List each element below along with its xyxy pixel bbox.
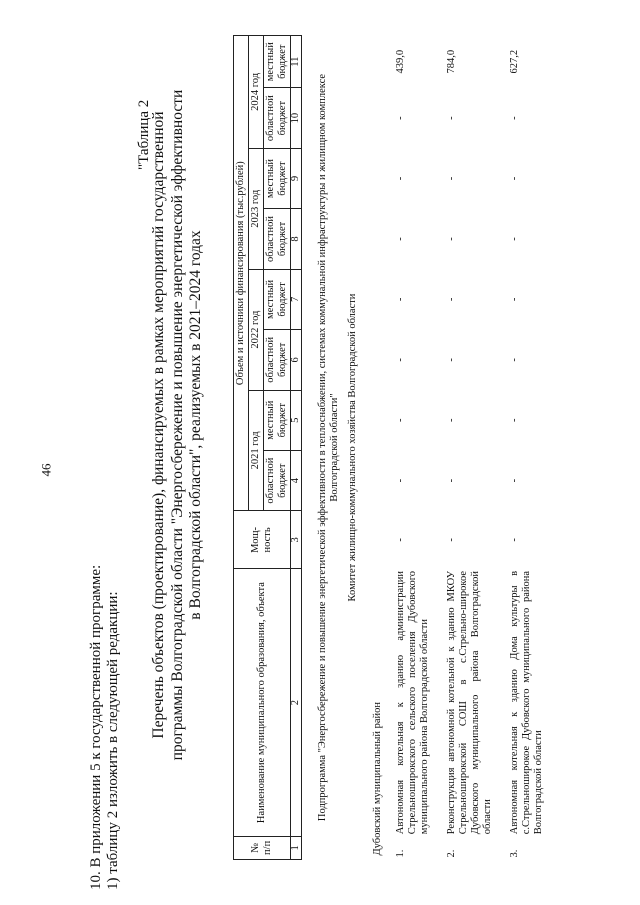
heading-line-1: Перечень объектов (проектирование), финансируемых в рамках мероприятий государственной <box>150 111 167 739</box>
value-cell: - <box>509 538 520 542</box>
header-funding: Объем и источники финансирования (тыс.рублей) <box>234 36 249 511</box>
committee-row <box>344 36 362 860</box>
column-number: 3 <box>291 511 302 569</box>
value-cell: - <box>395 237 406 241</box>
column-number-row <box>291 36 302 860</box>
value-cell: - <box>395 116 406 120</box>
document-heading <box>150 65 206 785</box>
value-cell: - <box>395 478 406 483</box>
column-number: 6 <box>291 330 302 390</box>
value-cell: - <box>446 478 457 483</box>
value-cell: - <box>395 176 406 181</box>
table-row <box>441 36 504 860</box>
value-cell: - <box>446 237 457 241</box>
value-cell: - <box>446 358 457 362</box>
amendment-intro <box>88 565 122 890</box>
header-regional-budget: областной бюджет <box>264 209 291 269</box>
district-title: Дубовский муниципальный район <box>372 702 383 856</box>
table-label: "Таблица 2 <box>136 99 152 170</box>
heading-line-2: программы Волгоградской области "Энергосбережение и повышение энергетической эффективности <box>168 89 186 761</box>
header-capacity: Мощ- ность <box>234 511 291 569</box>
column-number: 9 <box>291 148 302 208</box>
value-cell: 439,0 <box>395 49 406 74</box>
header-year-2024: 2024 год <box>249 36 264 149</box>
value-cell: - <box>446 176 457 181</box>
value-cell: - <box>509 176 520 181</box>
value-cell: - <box>446 116 457 120</box>
value-cell: - <box>509 116 520 120</box>
column-number: 10 <box>291 88 302 148</box>
object-name: Реконструкция автономной котельной к зданию МКОУ Стрельноширокской СОШ в с.Стрельно-широкое Дубовского муниципального района Волгоградской области <box>446 570 493 835</box>
value-cell: - <box>395 538 406 542</box>
value-cell: - <box>446 297 457 302</box>
committee-title: Комитет жилищно-коммунального хозяйства Волгоградской области <box>347 293 358 602</box>
intro-line-2: 1) таблицу 2 изложить в следующей редакции: <box>105 591 121 890</box>
value-cell: - <box>395 418 406 422</box>
column-number: 11 <box>291 36 302 88</box>
header-local-budget: местный бюджет <box>264 269 291 329</box>
intro-line-1: 10. В приложении 5 к государственной программе: <box>88 564 104 890</box>
object-name: Автономная котельная к зданию администрации Стрельноширокского сельского поселения Дубовского муниципального района Волгоградской области <box>395 570 430 835</box>
value-cell: - <box>446 418 457 422</box>
column-number: 5 <box>291 390 302 450</box>
value-cell: - <box>509 237 520 241</box>
table-row <box>504 36 555 860</box>
page-number: 46 <box>38 463 54 477</box>
column-number: 2 <box>291 569 302 836</box>
value-cell: - <box>395 358 406 362</box>
header-local-budget: местный бюджет <box>264 36 291 88</box>
header-regional-budget: областной бюджет <box>264 88 291 148</box>
value-cell: 784,0 <box>446 49 457 74</box>
value-cell: - <box>509 478 520 483</box>
heading-line-3: в Волгоградской области", реализуемых в 2021–2024 годах <box>187 230 204 620</box>
value-cell: - <box>509 418 520 422</box>
header-object-name: Наименование муниципального образования, объекта <box>234 569 291 836</box>
column-number: 4 <box>291 450 302 510</box>
value-cell: - <box>509 297 520 302</box>
row-number: 2. <box>446 849 457 858</box>
header-regional-budget: областной бюджет <box>264 330 291 390</box>
value-cell: - <box>509 358 520 362</box>
header-regional-budget: областной бюджет <box>264 450 291 510</box>
row-number: 1. <box>395 849 406 858</box>
column-number: 8 <box>291 209 302 269</box>
objects-table <box>233 35 555 860</box>
column-number: 7 <box>291 269 302 329</box>
subprogram-title: Подпрограмма "Энергосбережение и повышение энергетической эффективности в теплоснабжении, системах коммунальной инфраструктуры и жилищном комплексе Волгоградской области" <box>317 73 340 822</box>
row-number: 3. <box>509 849 520 858</box>
header-local-budget: местный бюджет <box>264 390 291 450</box>
value-cell: - <box>446 538 457 542</box>
header-number: № п/п <box>234 836 291 859</box>
header-local-budget: местный бюджет <box>264 148 291 208</box>
value-cell: 627,2 <box>509 49 520 74</box>
table-row <box>390 36 441 860</box>
header-year-2022: 2022 год <box>249 269 264 390</box>
value-cell: - <box>395 297 406 302</box>
column-number: 1 <box>291 836 302 859</box>
subprogram-row <box>314 36 344 860</box>
header-year-2021: 2021 год <box>249 390 264 511</box>
header-year-2023: 2023 год <box>249 148 264 269</box>
district-row <box>362 36 390 860</box>
object-name: Автономная котельная к зданию Дома культуры в с.Стрельноширокое Дубовского муниципального района Волгоградской области <box>509 570 544 835</box>
